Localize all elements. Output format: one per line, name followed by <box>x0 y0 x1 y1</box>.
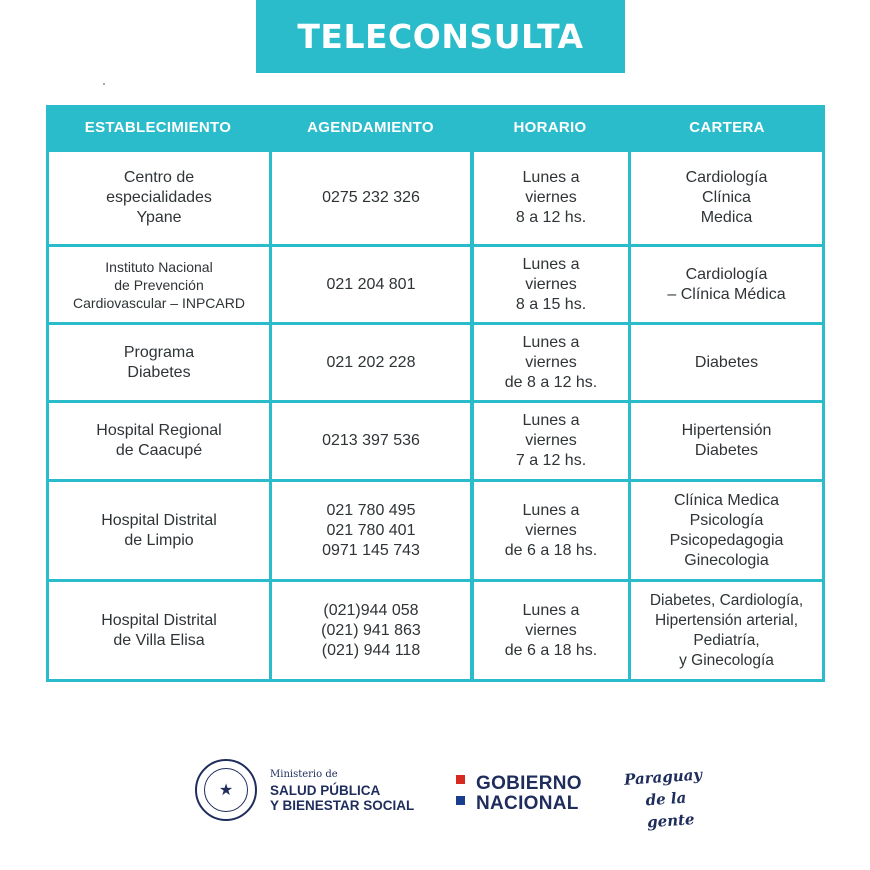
table-header <box>46 105 825 150</box>
cell-establecimiento: Centro de especialidades Ypane <box>49 152 269 244</box>
slogan-line-1: Paraguay <box>623 765 703 789</box>
republic-seal-icon <box>195 759 257 821</box>
cell-establecimiento: Instituto Nacional de Prevención Cardiovascular – INPCARD <box>49 247 269 322</box>
cell-agendamiento: 0275 232 326 <box>272 152 470 244</box>
ministry-name <box>270 783 414 813</box>
ministry-line-2: Y BIENESTAR SOCIAL <box>270 798 415 813</box>
cell-agendamiento: 021 204 801 <box>272 247 470 322</box>
star-icon: ★ <box>204 768 248 812</box>
cell-establecimiento: Programa Diabetes <box>49 325 269 400</box>
cell-agendamiento: (021)944 058 (021) 941 863 (021) 944 118 <box>272 582 470 679</box>
cell-establecimiento: Hospital Distrital de Villa Elisa <box>49 582 269 679</box>
cell-cartera: Diabetes <box>631 325 822 400</box>
cell-establecimiento: Hospital Regional de Caacupé <box>49 403 269 479</box>
gobierno-line-2: NACIONAL <box>476 793 579 814</box>
cell-agendamiento: 021 780 495 021 780 401 0971 145 743 <box>272 482 470 579</box>
cell-horario: Lunes a viernes 8 a 15 hs. <box>474 247 628 322</box>
cell-cartera: Hipertensión Diabetes <box>631 403 822 479</box>
blue-square-icon <box>456 796 465 805</box>
cell-cartera: Cardiología – Clínica Médica <box>631 247 822 322</box>
cell-horario: Lunes a viernes 8 a 12 hs. <box>474 152 628 244</box>
cell-agendamiento: 0213 397 536 <box>272 403 470 479</box>
red-square-icon <box>456 775 465 784</box>
cell-cartera: Clínica Medica Psicología Psicopedagogia Ginecologia <box>631 482 822 579</box>
gobierno-nacional-logo <box>476 774 582 814</box>
gobierno-line-1: GOBIERNO <box>476 773 582 794</box>
paraguay-slogan-logo <box>623 761 736 832</box>
cell-horario: Lunes a viernes 7 a 12 hs. <box>474 403 628 479</box>
title-banner <box>256 0 625 73</box>
header-establecimiento: ESTABLECIMIENTO <box>84 119 232 136</box>
ministry-small-label: Ministerio de <box>270 769 338 780</box>
header-horario: HORARIO <box>513 119 587 136</box>
header-cartera: CARTERA <box>689 119 765 136</box>
page-title: TELECONSULTA <box>297 17 584 56</box>
cell-horario: Lunes a viernes de 6 a 18 hs. <box>474 582 628 679</box>
slogan-line-2: de la gente <box>645 788 696 832</box>
cell-cartera: Cardiología Clínica Medica <box>631 152 822 244</box>
cell-agendamiento: 021 202 228 <box>272 325 470 400</box>
cell-horario: Lunes a viernes de 6 a 18 hs. <box>474 482 628 579</box>
cell-horario: Lunes a viernes de 8 a 12 hs. <box>474 325 628 400</box>
footer-logos <box>0 745 870 845</box>
stray-dot <box>103 83 105 85</box>
ministry-line-1: SALUD PÚBLICA <box>270 783 381 798</box>
teleconsulta-table <box>46 105 825 682</box>
cell-establecimiento: Hospital Distrital de Limpio <box>49 482 269 579</box>
cell-cartera: Diabetes, Cardiología, Hipertensión arterial, Pediatría, y Ginecología <box>631 582 822 679</box>
header-agendamiento: AGENDAMIENTO <box>307 119 434 136</box>
